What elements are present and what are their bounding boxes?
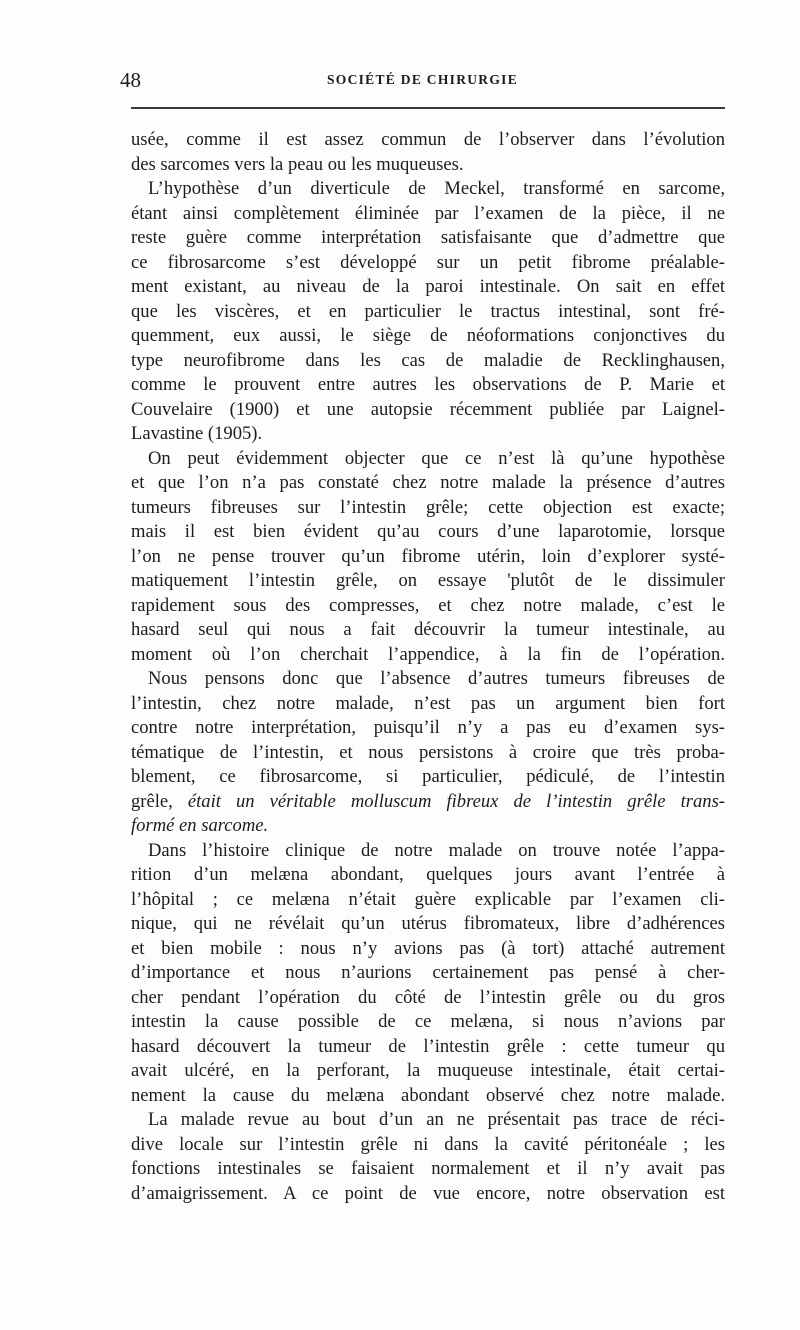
text-line: l’hôpital ; ce melæna n’était guère explicable par l’examen cli- xyxy=(131,888,725,910)
text-line: et bien mobile : nous n’y avions pas (à tort) attaché autrement xyxy=(131,937,725,959)
running-head xyxy=(120,66,725,94)
text-line: blement, ce fibrosarcome, si particulier, pédiculé, de l’intestin xyxy=(131,766,725,787)
text-line: d’amaigrissement. A ce point de vue encore, notre observation est xyxy=(131,1182,725,1204)
text-line: d’importance et nous n’aurions certainement pas pensé à cher- xyxy=(131,962,725,983)
text-line: avait ulcéré, en la perforant, la muqueuse intestinale, était certai- xyxy=(131,1060,725,1081)
text-line: Nous pensons donc que l’absence d’autres tumeurs fibreuses de xyxy=(148,668,725,689)
text-line: On peut évidemment objecter que ce n’est là qu’une hypothèse xyxy=(148,447,725,469)
text-line: reste guère comme interprétation satisfaisante que d’admettre que xyxy=(131,227,725,248)
text-line: cher pendant l’opération du côté de l’intestin grêle ou du gros xyxy=(131,986,725,1008)
text-line: formé en sarcome. xyxy=(131,815,269,836)
text-line: L’hypothèse d’un diverticule de Meckel, transformé en sarcome, xyxy=(148,178,725,199)
text-line: hasard seul qui nous a fait découvrir la tumeur intestinale, au xyxy=(131,619,725,640)
text-line: mais il est bien évident qu’au cours d’une laparotomie, lorsque xyxy=(131,521,725,542)
text-line: fonctions intestinales se faisaient normalement et il n’y avait pas xyxy=(131,1158,725,1179)
text-line: Lavastine (1905). xyxy=(131,423,263,444)
text-line: étant ainsi complètement éliminée par l’examen de la pièce, il ne xyxy=(131,202,725,224)
text-line: ment existant, au niveau de la paroi intestinale. On sait en effet xyxy=(131,276,725,297)
text-line: contre notre interprétation, puisqu’il n’y a pas eu d’examen sys- xyxy=(131,717,725,738)
text-line: des sarcomes vers la peau ou les muqueuses. xyxy=(131,153,464,175)
text-line: nique, qui ne révélait qu’un utérus fibromateux, libre d’adhérences xyxy=(131,913,725,934)
text-line: rition d’un melæna abondant, quelques jours avant l’entrée à xyxy=(131,864,725,885)
text-line: dive locale sur l’intestin grêle ni dans la cavité péritonéale ; les xyxy=(131,1133,725,1155)
header-rule xyxy=(131,107,725,109)
text-line: tumeurs fibreuses sur l’intestin grêle; cette objection est exacte; xyxy=(131,496,725,518)
text-line: hasard découvert la tumeur de l’intestin grêle : cette tumeur qu xyxy=(131,1035,725,1057)
text-line: l’intestin, chez notre malade, n’est pas un argument bien fort xyxy=(131,692,725,714)
page-number: 48 xyxy=(120,68,141,92)
journal-title: SOCIÉTÉ DE CHIRURGIE xyxy=(326,72,519,87)
text-line: Couvelaire (1900) et une autopsie récemment publiée par Laignel- xyxy=(131,398,725,420)
text-line: l’on ne pense trouver qu’un fibrome utérin, loin d’explorer systé- xyxy=(131,545,725,567)
text-line: usée, comme il est assez commun de l’observer dans l’évolution xyxy=(131,129,725,150)
text-line: tématique de l’intestin, et nous persistons à croire que très proba- xyxy=(131,741,725,763)
text-line: comme le prouvent entre autres les observations de P. Marie et xyxy=(131,374,725,395)
text-line: La malade revue au bout d’un an ne présentait pas trace de réci- xyxy=(148,1109,725,1130)
body-text xyxy=(131,128,725,1206)
text-line: que les viscères, et en particulier le tractus intestinal, sont fré- xyxy=(131,300,725,322)
text-line: type neurofibrome dans les cas de maladie de Recklinghausen, xyxy=(131,349,725,371)
text-line: Dans l’histoire clinique de notre malade on trouve notée l’appa- xyxy=(148,839,725,861)
text-line: ce fibrosarcome s’est développé sur un petit fibrome préalable- xyxy=(131,251,725,273)
text-line: nement la cause du melæna abondant observé chez notre malade. xyxy=(131,1084,725,1106)
text-line: rapidement sous des compresses, et chez notre malade, c’est le xyxy=(131,594,725,616)
text-line: moment où l’on cherchait l’appendice, à la fin de l’opération. xyxy=(131,643,725,665)
text-line: et que l’on n’a pas constaté chez notre malade la présence d’autres xyxy=(131,472,725,493)
text-line: grêle, était un véritable molluscum fibreux de l’intestin grêle trans- xyxy=(131,790,725,812)
text-line: intestin la cause possible de ce melæna, si nous n’avions par xyxy=(131,1011,725,1032)
text-line: matiquement l’intestin grêle, on essaye 'plutôt de le dissimuler xyxy=(131,570,725,591)
text-line: quemment, eux aussi, le siège de néoformations conjonctives du xyxy=(131,325,725,346)
